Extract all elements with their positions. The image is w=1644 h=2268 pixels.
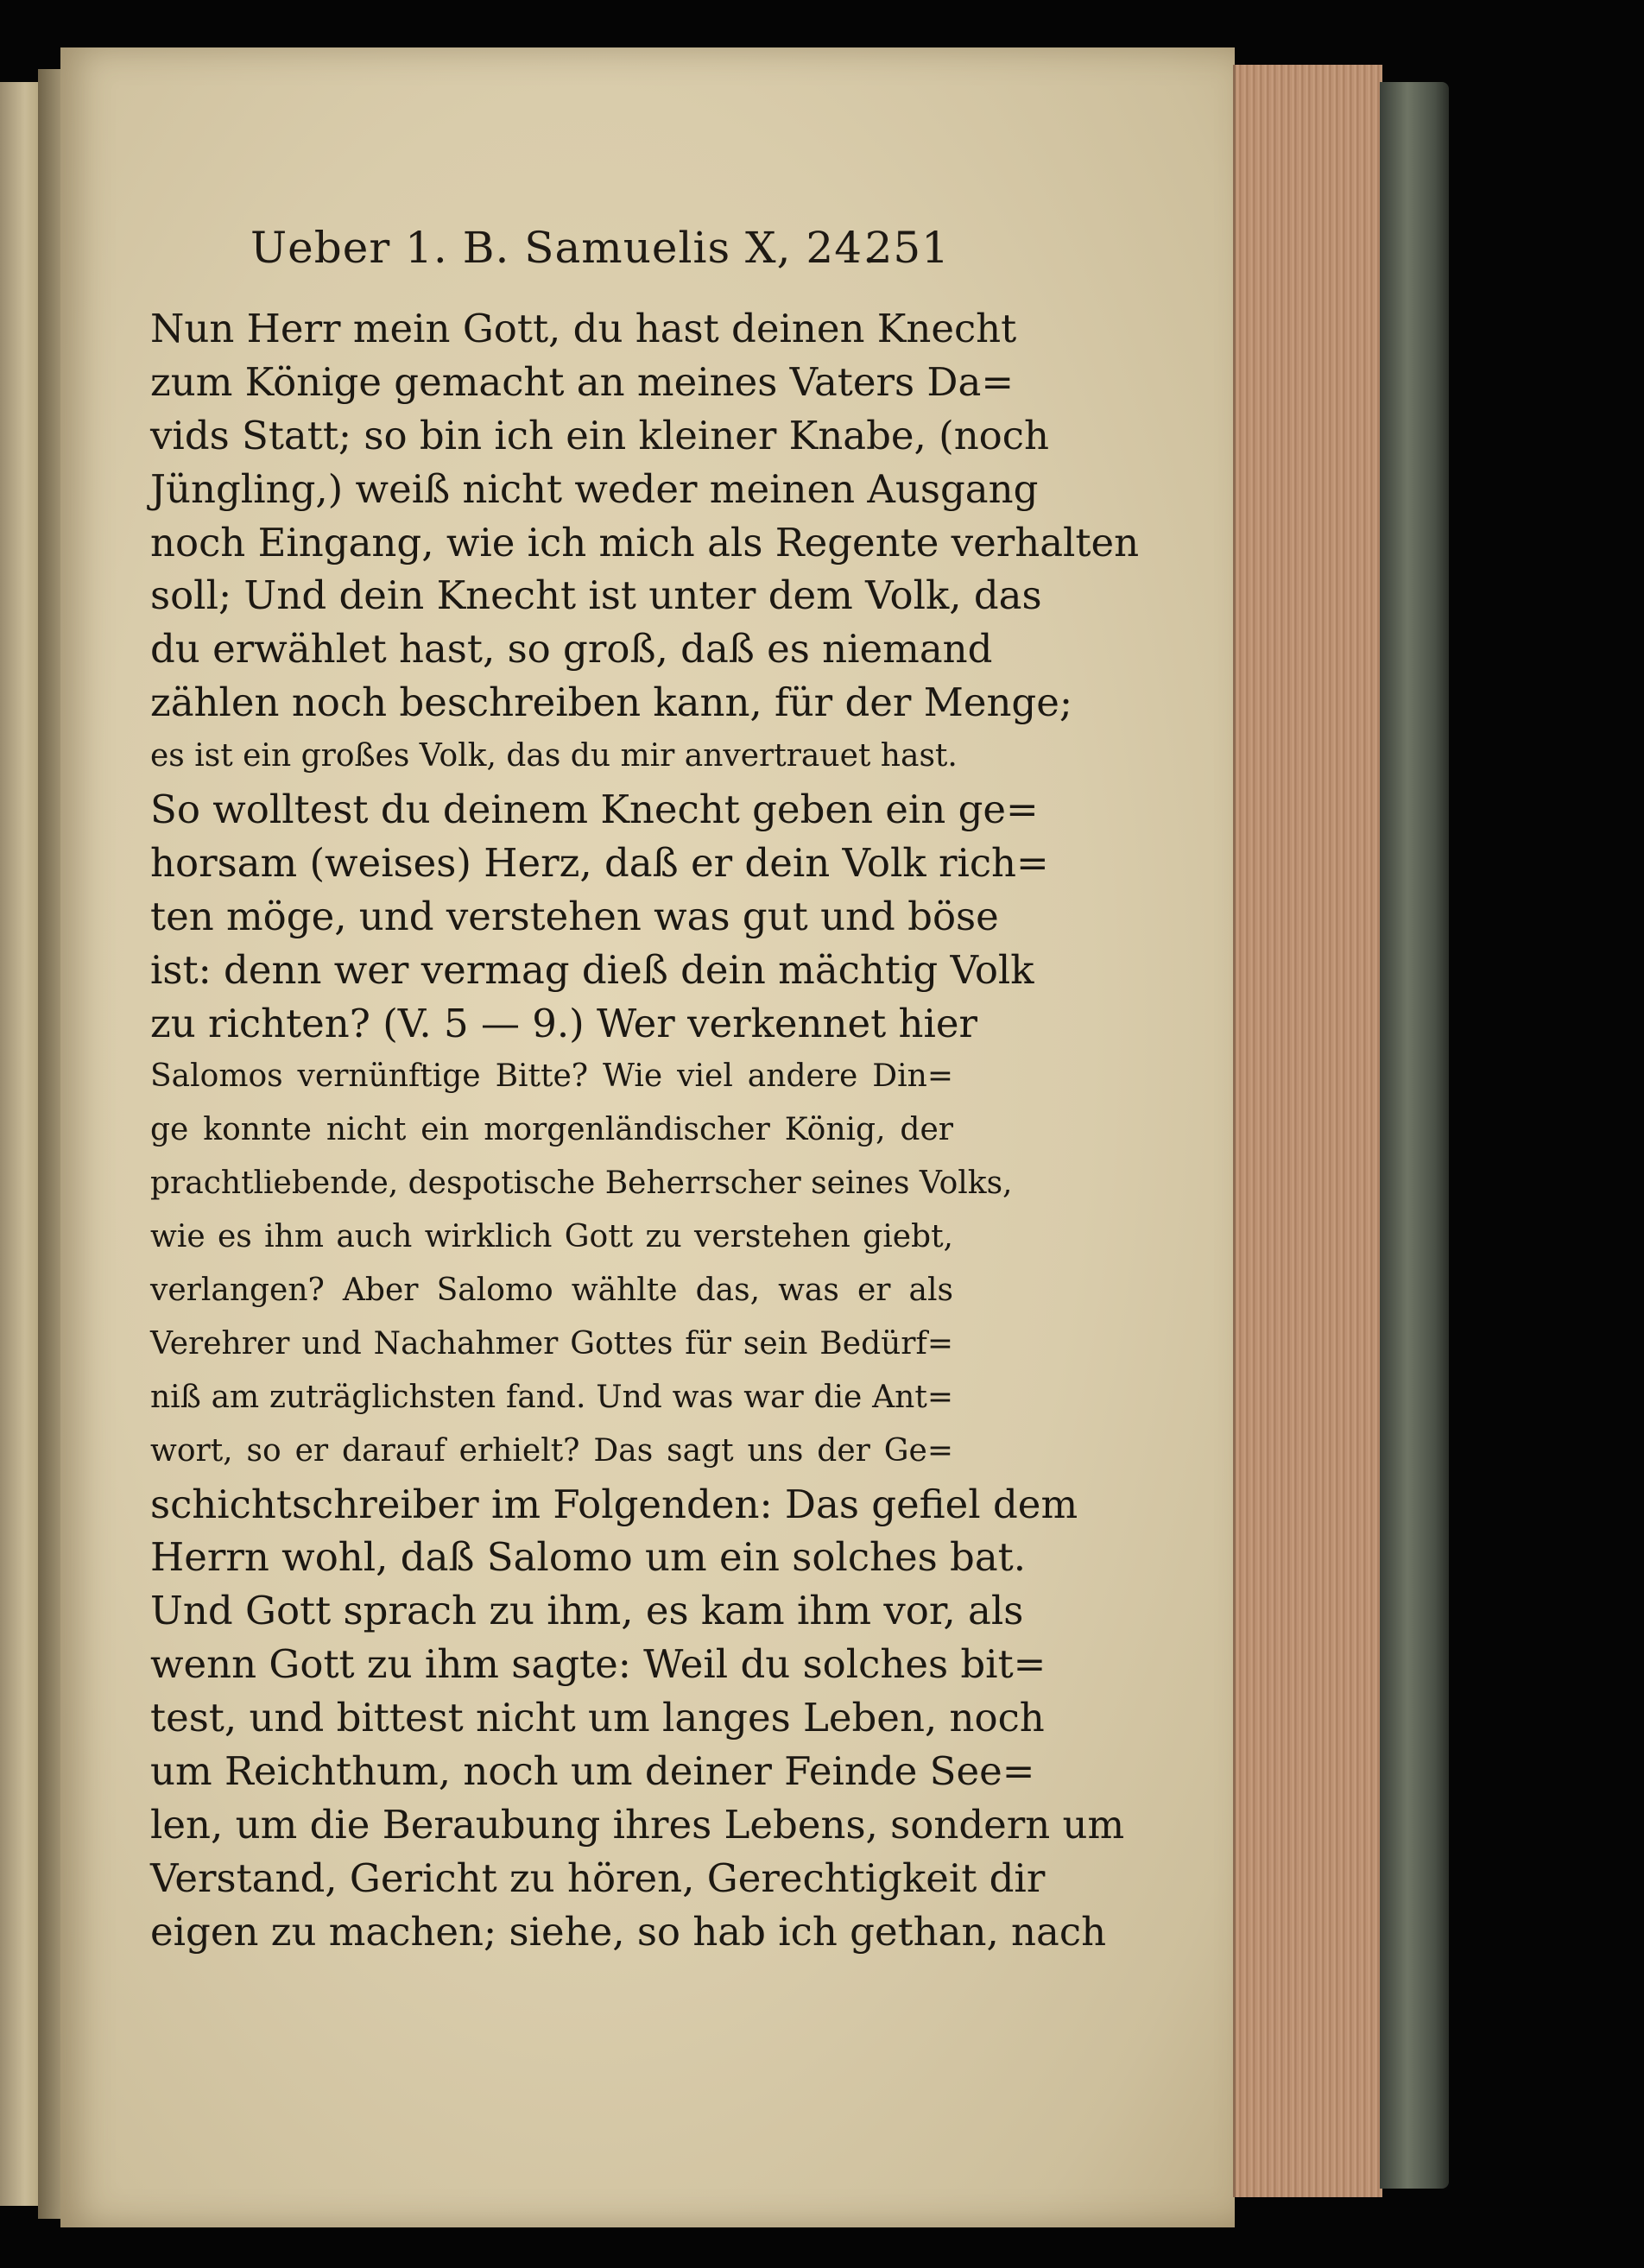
text-line: ge konnte nicht ein morgenländischer König, der	[150, 1112, 953, 1148]
text-line: wort, so er darauf erhielt? Das sagt uns der Ge=	[150, 1432, 953, 1469]
text-line: zählen noch beschreiben kann, für der Menge;	[150, 679, 1073, 726]
text-line: um Reichthum, noch um deiner Feinde See=	[150, 1748, 1035, 1795]
page-header	[250, 223, 950, 275]
text-line: ist: denn wer vermag dieß dein mächtig Volk	[150, 946, 1034, 993]
text-line: So wolltest du deinem Knecht geben ein ge=	[150, 787, 1039, 833]
text-line: Salomos vernünftige Bitte? Wie viel andere Din=	[150, 1058, 953, 1095]
text-line: noch Eingang, wie ich mich als Regente verhalten	[150, 519, 1140, 565]
facing-page-edge	[0, 82, 41, 2206]
text-line: es ist ein großes Volk, das du mir anvertrauet hast.	[150, 738, 958, 774]
running-head: Ueber 1. B. Samuelis X, 24.	[250, 223, 877, 273]
text-line: horsam (weises) Herz, daß er dein Volk rich=	[150, 839, 1049, 886]
text-line: vids Statt; so bin ich ein kleiner Knabe, (noch	[150, 412, 1049, 458]
text-line: Verstand, Gericht zu hören, Gerechtigkeit dir	[150, 1854, 1046, 1901]
body-text	[150, 302, 1140, 1959]
text-line: Jüngling,) weiß nicht weder meinen Ausgang	[150, 465, 1039, 512]
text-line: zu richten? (V. 5 — 9.) Wer verkennet hier	[150, 1000, 978, 1046]
page-block-edge	[1233, 65, 1382, 2197]
page-number: 251	[864, 223, 950, 273]
book-cover-edge	[1380, 82, 1449, 2189]
text-line: prachtliebende, despotische Beherrscher seines Volks,	[150, 1166, 1013, 1202]
text-line: niß am zuträglichsten fand. Und was war die Ant=	[150, 1379, 953, 1415]
text-line: soll; Und dein Knecht ist unter dem Volk, das	[150, 572, 1042, 619]
text-line: du erwählet hast, so groß, daß es niemand	[150, 626, 993, 673]
text-line: Verehrer und Nachahmer Gottes für sein Bedürf=	[150, 1325, 953, 1361]
text-line: Und Gott sprach zu ihm, es kam ihm vor, als	[150, 1588, 1024, 1634]
text-line: len, um die Beraubung ihres Lebens, sondern um	[150, 1801, 1125, 1848]
text-line: Herrn wohl, daß Salomo um ein solches bat.	[150, 1534, 1027, 1581]
text-line: schichtschreiber im Folgenden: Das gefiel dem	[150, 1481, 1078, 1527]
text-line: zum Könige gemacht an meines Vaters Da=	[150, 358, 1015, 405]
text-line: Nun Herr mein Gott, du hast deinen Knecht	[150, 306, 1017, 351]
text-line: eigen zu machen; siehe, so hab ich gethan, nach	[150, 1908, 1107, 1955]
text-line: wie es ihm auch wirklich Gott zu verstehen giebt,	[150, 1219, 953, 1255]
text-line: verlangen? Aber Salomo wählte das, was er als	[150, 1273, 953, 1309]
text-line: test, und bittest nicht um langes Leben, noch	[150, 1695, 1045, 1741]
text-line: wenn Gott zu ihm sagte: Weil du solches bit=	[150, 1641, 1046, 1688]
text-line: ten möge, und verstehen was gut und böse	[150, 893, 999, 939]
